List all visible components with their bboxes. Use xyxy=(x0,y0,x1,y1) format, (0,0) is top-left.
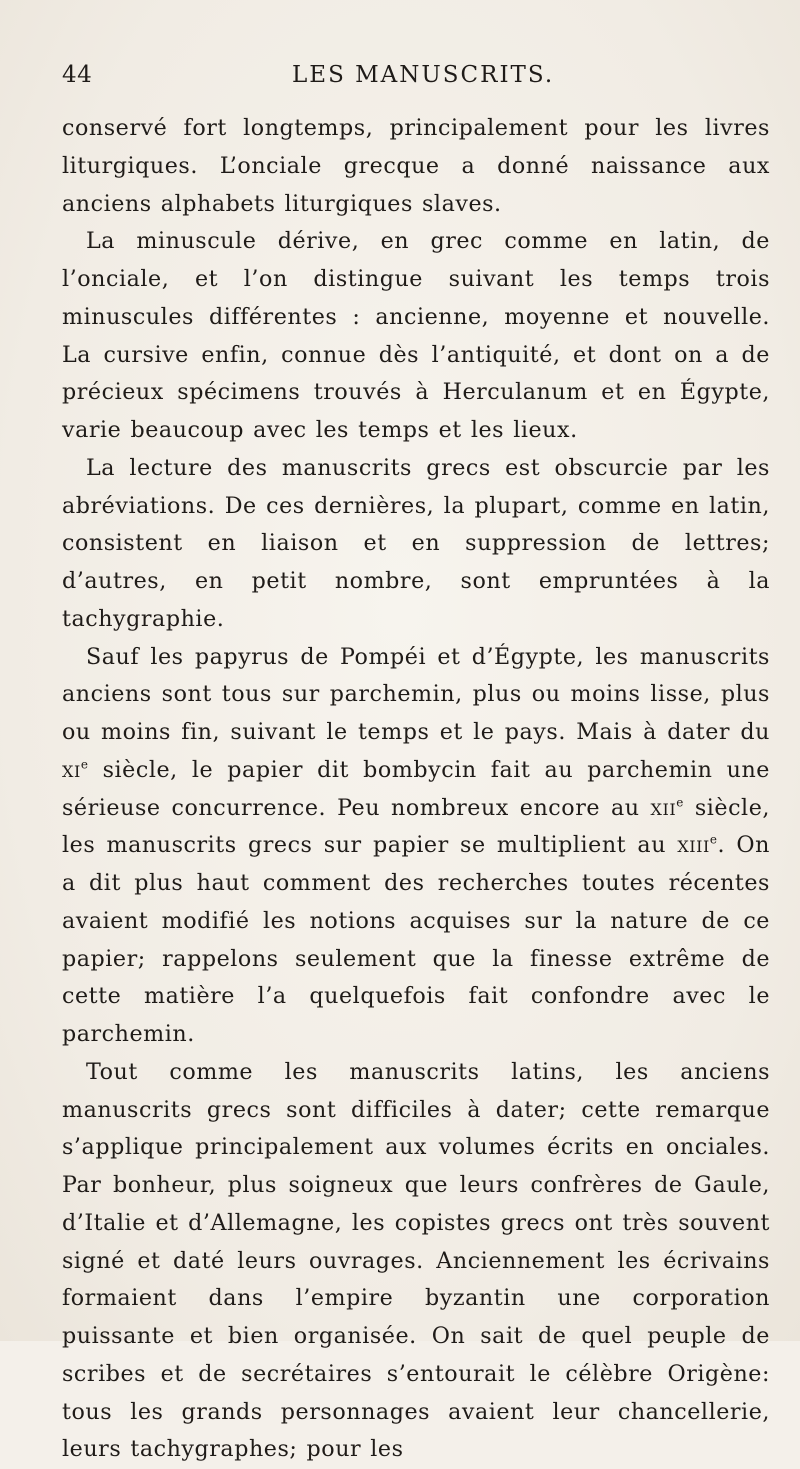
century-xii: xii xyxy=(650,794,677,821)
paragraph-3: La lecture des manuscrits grecs est obscurcie par les abréviations. De ces dernières, la plupart, comme en latin, consistent en liaison et en suppression de lettres; d’autres, en petit nombre, sont empruntées à la tachygraphie. xyxy=(62,454,770,632)
paragraph-4-text-4: . On a dit plus haut comment des recherches toutes récentes avaient modifié les notions acquises sur la nature de ce papier; rappelons seulement que la finesse extrême de cette matière l’a quelquefois fait confondre avec le parchemin. xyxy=(62,832,770,1047)
paragraph-4 xyxy=(62,639,770,1054)
century-xiii: xiii xyxy=(677,832,710,859)
page-header xyxy=(62,62,752,92)
paragraph-4-text-1: Sauf les papyrus de Pompéi et d’Égypte, les manuscrits anciens sont tous sur parchemin, plus ou moins lisse, plus ou moins fin, suivant le temps et le pays. Mais à dater du xyxy=(62,643,770,745)
century-xiii-suffix: e xyxy=(709,832,718,847)
paragraph-5: Tout comme les manuscrits latins, les anciens manuscrits grecs sont difficiles à dater; cette remarque s’applique principalement aux volumes écrits en onciales. Par bonheur, plus soigneux que leurs confrères de Gaule, d’Italie et d’Allemagne, les copistes grecs ont très souvent signé et daté leurs ouvrages. Anciennement les écrivains formaient dans l’empire byzantin une corporation puissante et bien organisée. On sait de quel peuple de scribes et de secrétaires s’entourait le célèbre Origène: tous les grands personnages avaient leur chancellerie, leurs tachygraphes; pour les xyxy=(62,1058,770,1463)
paragraph-4-text-2: siècle, le papier dit bombycin fait au parchemin une sérieuse concurrence. Peu nombreux encore au xyxy=(62,756,770,821)
century-xii-suffix: e xyxy=(676,795,684,810)
page-number: 44 xyxy=(62,62,93,88)
century-xi: xi xyxy=(62,756,81,783)
body-text xyxy=(62,110,770,1469)
running-head: LES MANUSCRITS. xyxy=(292,62,555,88)
paragraph-2: La minuscule dérive, en grec comme en latin, de l’onciale, et l’on distingue suivant les temps trois minuscules différentes : ancienne, moyenne et nouvelle. La cursive enfin, connue dès l’antiquité, et dont on a de précieux spécimens trouvés à Herculanum et en Égypte, varie beaucoup avec les temps et les lieux. xyxy=(62,228,770,443)
paragraph-4-text-3: siècle, les manuscrits grecs sur papier se multiplient au xyxy=(62,794,770,859)
paragraph-1: conservé fort longtemps, principalement pour les livres liturgiques. L’onciale grecque a donné naissance aux anciens alphabets liturgiques slaves. xyxy=(62,115,770,217)
century-xi-suffix: e xyxy=(80,757,89,772)
